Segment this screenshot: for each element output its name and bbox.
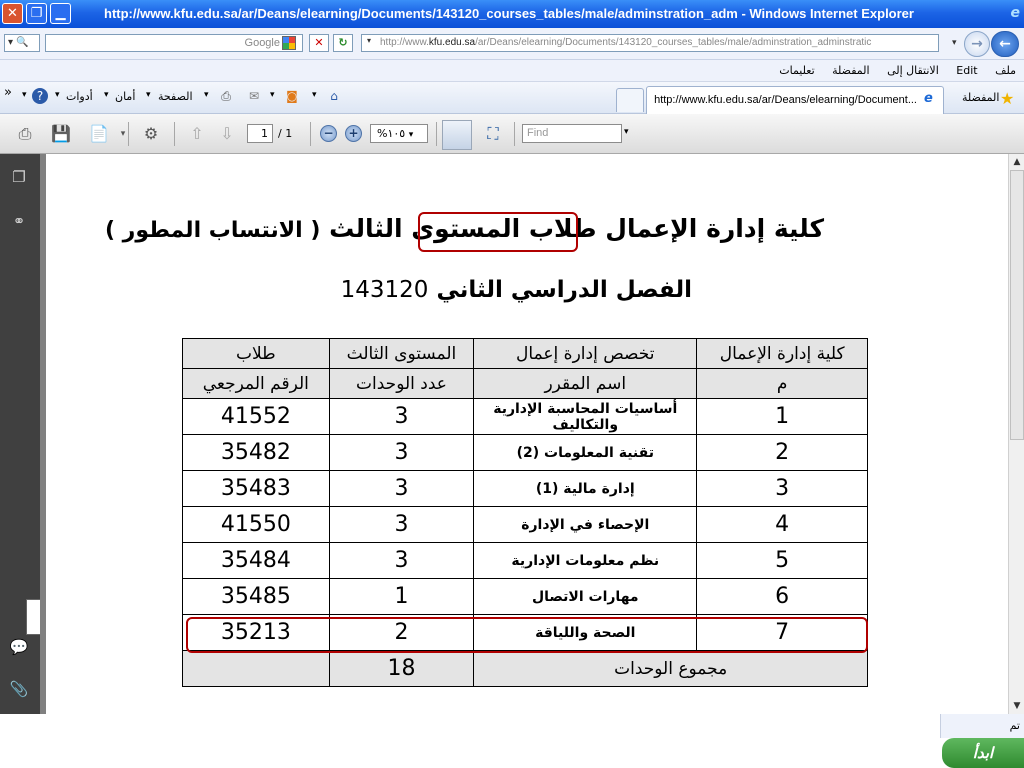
status-bar	[0, 714, 1024, 738]
print-dropdown-icon[interactable]: ▾	[204, 90, 209, 100]
page-menu[interactable]: الصفحة	[158, 90, 193, 103]
table-subheader-row	[183, 369, 868, 399]
home-dropdown-icon[interactable]: ▾	[312, 90, 317, 100]
pdf-page	[46, 154, 1008, 714]
course-name: الإحصاء في الإدارة	[474, 507, 697, 543]
table-row	[183, 399, 868, 435]
paperclip-icon[interactable]: 📎	[9, 680, 29, 698]
minimize-window-button[interactable]: ▁	[50, 3, 71, 24]
row-number: 2	[697, 435, 868, 471]
tab-command-bar	[0, 82, 1024, 114]
tools-menu[interactable]: أدوات	[66, 90, 93, 103]
row-highlight-annotation	[186, 617, 868, 653]
course-name: الصحة واللياقة	[474, 615, 697, 651]
print-icon[interactable]: ⎙	[221, 89, 231, 103]
status-bar-panel	[940, 714, 1024, 738]
table-header-row	[183, 339, 868, 369]
back-button[interactable]: ←	[991, 31, 1019, 57]
window-title: http://www.kfu.edu.sa/ar/Deans/elearning/Documents/143120_courses_tables/male/adminstration_adm - Windows Internet Explorer	[104, 6, 914, 21]
title-enrollment-type: ( الانتساب المطور )	[104, 218, 321, 243]
course-units: 3	[329, 543, 474, 579]
course-name: تقنية المعلومات (2)	[474, 435, 697, 471]
course-reference: 35485	[183, 579, 330, 615]
help-dropdown-icon[interactable]: ▾	[22, 90, 27, 100]
row-number: 4	[697, 507, 868, 543]
course-name: مهارات الاتصال	[474, 579, 697, 615]
favorites-star-icon[interactable]: ★	[1000, 89, 1015, 108]
restore-window-button[interactable]: ❐	[26, 3, 47, 24]
menu-help[interactable]: تعليمات	[779, 64, 815, 77]
menu-goto[interactable]: الانتقال إلى	[887, 64, 939, 77]
fit-page-icon[interactable]: ⛶	[487, 124, 499, 143]
table-row	[183, 471, 868, 507]
menu-favorites[interactable]: المفضلة	[832, 64, 870, 77]
scroll-thumb[interactable]	[1010, 170, 1024, 440]
page-number-input[interactable]: 1	[247, 124, 273, 143]
home-icon[interactable]: ⌂	[330, 89, 338, 103]
google-icon	[282, 36, 296, 50]
next-page-icon[interactable]: ⇩	[220, 124, 234, 143]
feeds-dropdown-icon[interactable]: ▾	[270, 90, 275, 100]
previous-page-icon[interactable]: ⇧	[190, 124, 204, 143]
fit-width-button[interactable]	[442, 120, 472, 150]
zoom-out-icon[interactable]: −	[320, 125, 337, 142]
new-tab-button[interactable]	[616, 88, 644, 112]
scroll-up-icon[interactable]: ▲	[1013, 157, 1021, 167]
attachments-binoculars-icon[interactable]: ⚭	[12, 212, 26, 230]
find-input[interactable]: Find	[522, 124, 622, 143]
header-college: كلية إدارة الإعمال	[697, 339, 868, 369]
course-units: 1	[329, 579, 474, 615]
tab-ie-icon: e	[924, 91, 933, 106]
zoom-value: %١٠٥	[377, 127, 406, 140]
pdf-collaborate-icon[interactable]: ⚙	[143, 124, 159, 143]
table-row	[183, 543, 868, 579]
table-row	[183, 435, 868, 471]
address-dropdown-icon[interactable]: ▾	[366, 36, 371, 45]
row-number: 3	[697, 471, 868, 507]
safety-dropdown-icon[interactable]: ▾	[104, 90, 109, 100]
toolbar-divider	[436, 122, 437, 146]
course-name: نظم معلومات الإدارية	[474, 543, 697, 579]
status-text: تم	[1009, 719, 1020, 732]
course-reference: 35483	[183, 471, 330, 507]
pdf-tools-icon[interactable]: 📄	[89, 124, 109, 143]
menu-file[interactable]: ملف	[995, 64, 1016, 77]
course-units: 2	[329, 615, 474, 651]
tools-dropdown-icon[interactable]: ▾	[55, 90, 60, 100]
title-college-students: كلية إدارة الإعمال طلاب	[528, 214, 824, 243]
table-total-row	[183, 651, 868, 687]
tab-current-page[interactable]: http://www.kfu.edu.sa/ar/Deans/elearning/Document...	[646, 86, 944, 114]
taskbar	[0, 738, 1024, 768]
address-toolbar	[0, 28, 1024, 60]
course-units: 3	[329, 507, 474, 543]
help-icon[interactable]: ?	[32, 88, 48, 104]
course-name: إدارة مالية (1)	[474, 471, 697, 507]
course-units: 3	[329, 435, 474, 471]
semester-label: الفصل الدراسي الثاني	[436, 277, 692, 303]
search-input[interactable]: Google	[45, 34, 303, 52]
toolbar-divider	[174, 122, 175, 146]
url-domain: kfu.edu.sa	[428, 37, 476, 48]
course-name: أساسيات المحاسبة الإدارية والتكاليف	[474, 399, 697, 435]
level-highlight-annotation	[418, 212, 578, 252]
course-reference: 35213	[183, 615, 330, 651]
url-prefix: http://www.	[380, 37, 429, 48]
header-course-name: اسم المقرر	[474, 369, 697, 399]
title-level: المستوى الثالث	[329, 214, 521, 243]
stop-button[interactable]: ✕	[309, 34, 329, 52]
comments-icon[interactable]: 💬	[9, 638, 29, 656]
more-commands-chevron[interactable]: »	[4, 85, 12, 100]
total-units: 18	[329, 651, 474, 687]
pdf-save-icon[interactable]: 💾	[51, 124, 71, 143]
toolbar-divider	[128, 122, 129, 146]
ie-logo-icon: e	[1010, 5, 1020, 21]
pdf-tools-dropdown-icon[interactable]: ▾	[120, 129, 126, 139]
document-title-line2	[341, 277, 692, 303]
course-units: 3	[329, 399, 474, 435]
toolbar-divider	[310, 122, 311, 146]
safety-menu[interactable]: أمان	[115, 90, 136, 103]
forward-button[interactable]: →	[964, 31, 990, 57]
favorites-label[interactable]: المفضلة	[962, 91, 1000, 104]
zoom-in-icon[interactable]: +	[345, 125, 362, 142]
mail-icon[interactable]: ✉	[248, 89, 260, 103]
course-reference: 41550	[183, 507, 330, 543]
header-major: تخصص إدارة إعمال	[474, 339, 697, 369]
find-dropdown-icon[interactable]: ▾	[624, 127, 629, 137]
close-window-button[interactable]: ✕	[2, 3, 23, 24]
url-rest: /ar/Deans/elearning/Documents/143120_courses_tables/male/adminstration_adminstratic	[475, 37, 872, 48]
row-number: 6	[697, 579, 868, 615]
zoom-level-select[interactable]: %١٠٥ ▾	[370, 124, 428, 143]
header-units: عدد الوحدات	[329, 369, 474, 399]
rss-feed-icon[interactable]: ◙	[286, 89, 298, 103]
start-button[interactable]: ابدأ	[942, 738, 1024, 768]
toolbar-divider	[514, 122, 515, 146]
header-students: طلاب	[183, 339, 330, 369]
recent-pages-dropdown-icon[interactable]: ▾	[952, 38, 957, 48]
row-number: 7	[697, 615, 868, 651]
header-number: م	[697, 369, 868, 399]
course-reference: 35482	[183, 435, 330, 471]
address-input[interactable]	[361, 34, 939, 52]
refresh-button[interactable]: ↻	[333, 34, 353, 52]
vertical-scrollbar[interactable]	[1008, 154, 1024, 714]
pdf-toolbar	[0, 114, 1024, 154]
total-empty-cell	[183, 651, 330, 687]
document-viewport	[40, 154, 1008, 714]
header-level: المستوى الثالث	[329, 339, 474, 369]
pages-icon[interactable]: ❐	[12, 168, 26, 186]
course-reference: 41552	[183, 399, 330, 435]
scroll-down-icon[interactable]: ▼	[1013, 701, 1021, 711]
row-number: 1	[697, 399, 868, 435]
semester-number: 143120	[340, 277, 429, 303]
row-number: 5	[697, 543, 868, 579]
course-reference: 35484	[183, 543, 330, 579]
search-provider-dropdown[interactable]: ▾ 🔍	[4, 34, 40, 52]
page-dropdown-icon[interactable]: ▾	[146, 90, 151, 100]
table-row	[183, 507, 868, 543]
pdf-print-icon[interactable]: ⎙	[18, 124, 32, 143]
menu-edit[interactable]: Edit	[956, 64, 978, 77]
menu-bar	[0, 60, 1024, 82]
total-label: مجموع الوحدات	[474, 651, 868, 687]
title-bar	[0, 0, 1024, 28]
course-units: 3	[329, 471, 474, 507]
table-row	[183, 579, 868, 615]
page-total: / 1	[278, 127, 293, 140]
header-reference: الرقم المرجعي	[183, 369, 330, 399]
